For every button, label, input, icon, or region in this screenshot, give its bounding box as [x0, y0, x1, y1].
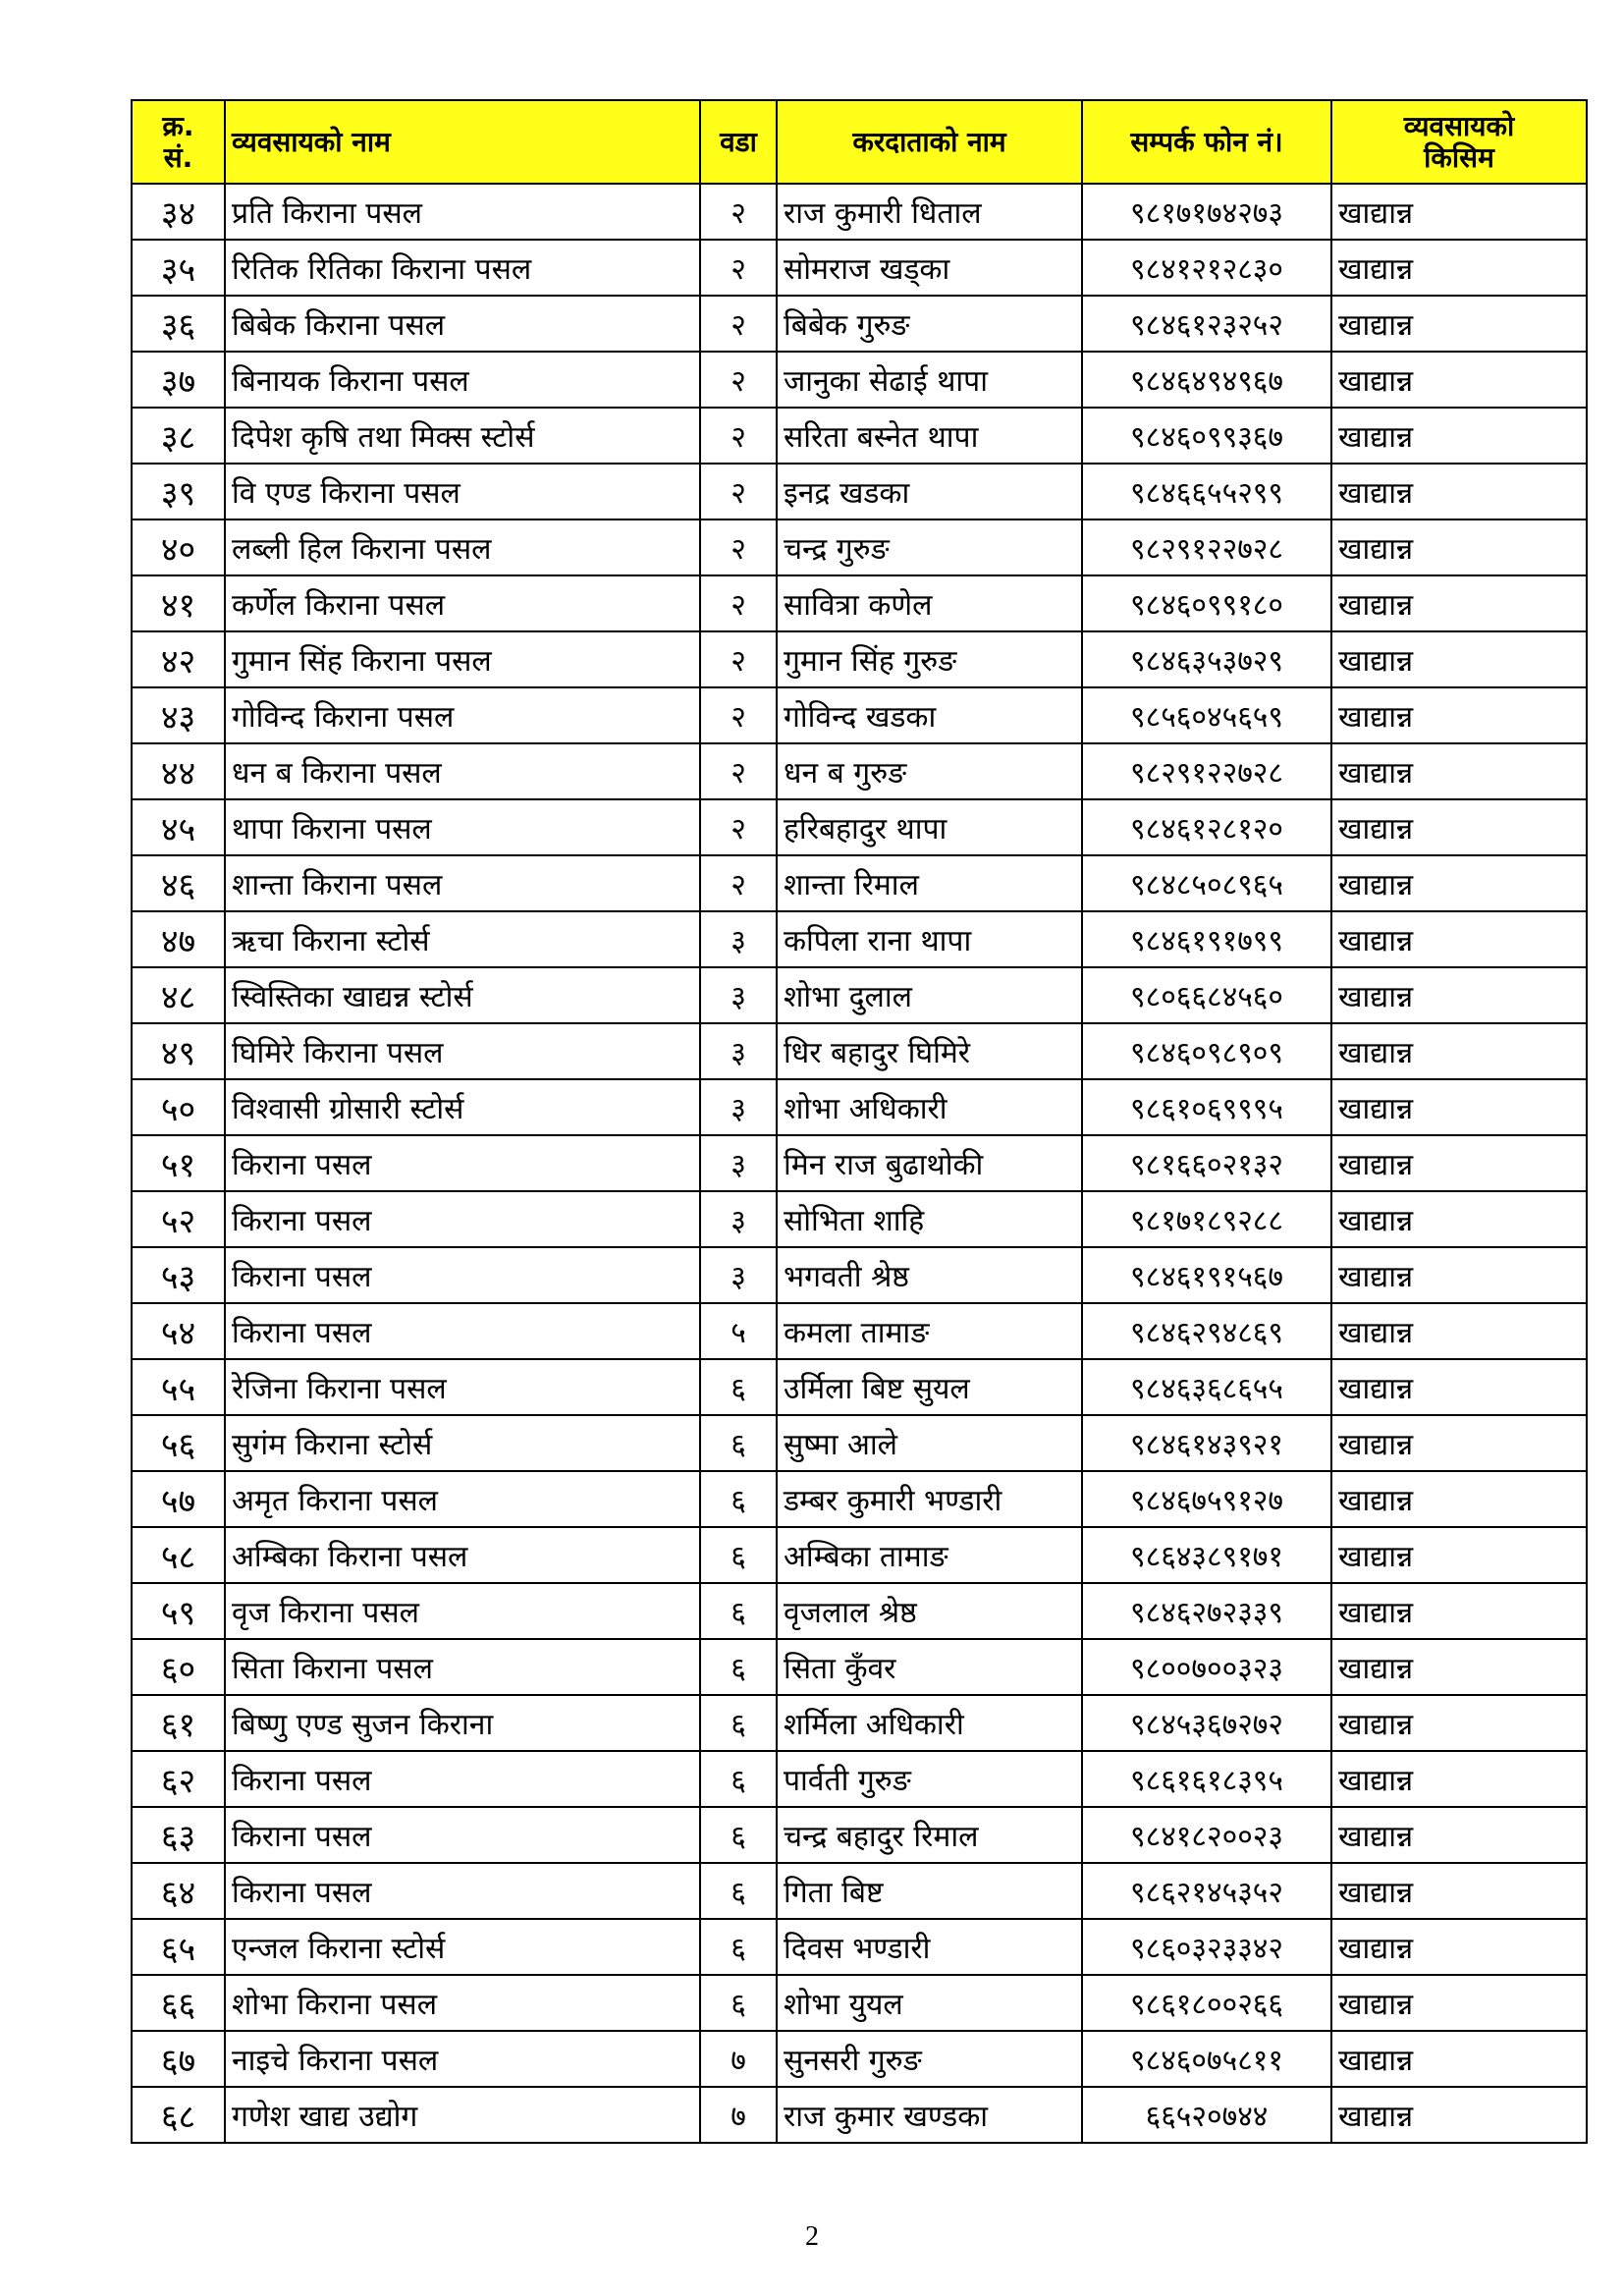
ward-cell: २	[700, 352, 777, 408]
serial-number-cell: ४५	[132, 799, 225, 855]
table-row	[132, 1863, 1587, 1919]
business-name-cell: लब्ली हिल किराना पसल	[225, 519, 700, 575]
table-body	[132, 184, 1587, 2143]
table-row	[132, 1639, 1587, 1695]
business-name-cell: धन ब किराना पसल	[225, 743, 700, 799]
taxpayer-name-cell: धिर बहादुर घिमिरे	[777, 1023, 1082, 1079]
serial-number-cell: ४०	[132, 519, 225, 575]
business-name-cell: किराना पसल	[225, 1247, 700, 1303]
business-kind-cell: खाद्यान्न	[1331, 464, 1587, 519]
business-name-cell: नाइचे किराना पसल	[225, 2031, 700, 2087]
serial-number-cell: ६७	[132, 2031, 225, 2087]
business-kind-cell: खाद्यान्न	[1331, 184, 1587, 240]
serial-number-cell: ४८	[132, 967, 225, 1023]
taxpayer-name-cell: भगवती श्रेष्ठ	[777, 1247, 1082, 1303]
serial-number-cell: ५७	[132, 1471, 225, 1527]
business-register-table	[131, 99, 1588, 2144]
serial-number-cell: ४२	[132, 631, 225, 687]
table-row	[132, 799, 1587, 855]
table-row	[132, 240, 1587, 296]
business-name-cell: विश्वासी ग्रोसारी स्टोर्स	[225, 1079, 700, 1135]
ward-cell: २	[700, 799, 777, 855]
header-taxpayer-name: करदाताको नाम	[777, 100, 1082, 184]
serial-number-cell: ५४	[132, 1303, 225, 1359]
business-kind-cell: खाद्यान्न	[1331, 408, 1587, 464]
business-name-cell: प्रति किराना पसल	[225, 184, 700, 240]
business-name-cell: शान्ता किराना पसल	[225, 855, 700, 911]
phone-cell: ९८६१६१८३९५	[1082, 1751, 1331, 1807]
ward-cell: २	[700, 575, 777, 631]
serial-number-cell: ६४	[132, 1863, 225, 1919]
ward-cell: ७	[700, 2087, 777, 2143]
header-serial-number	[132, 100, 225, 184]
table-row	[132, 855, 1587, 911]
taxpayer-name-cell: सावित्रा कणेल	[777, 575, 1082, 631]
serial-number-cell: ६८	[132, 2087, 225, 2143]
serial-number-cell: ५०	[132, 1079, 225, 1135]
taxpayer-name-cell: गिता बिष्ट	[777, 1863, 1082, 1919]
business-name-cell: एन्जल किराना स्टोर्स	[225, 1919, 700, 1975]
taxpayer-name-cell: सुनसरी गुरुङ	[777, 2031, 1082, 2087]
business-kind-cell: खाद्यान्न	[1331, 1919, 1587, 1975]
phone-cell: ९८४६०९९३६७	[1082, 408, 1331, 464]
table-row	[132, 1135, 1587, 1191]
business-name-cell: अम्बिका किराना पसल	[225, 1527, 700, 1583]
table-row	[132, 1303, 1587, 1359]
ward-cell: ३	[700, 967, 777, 1023]
phone-cell: ९८२९१२२७२८	[1082, 743, 1331, 799]
business-kind-cell: खाद्यान्न	[1331, 855, 1587, 911]
taxpayer-name-cell: जानुका सेढाई थापा	[777, 352, 1082, 408]
taxpayer-name-cell: शोभा दुलाल	[777, 967, 1082, 1023]
ward-cell: ६	[700, 1471, 777, 1527]
phone-cell: ९८४६३६८६५५	[1082, 1359, 1331, 1415]
business-name-cell: रितिक रितिका किराना पसल	[225, 240, 700, 296]
table-row	[132, 519, 1587, 575]
ward-cell: २	[700, 855, 777, 911]
serial-number-cell: ५२	[132, 1191, 225, 1247]
serial-number-cell: ३७	[132, 352, 225, 408]
phone-cell: ९८६०३२३३४२	[1082, 1919, 1331, 1975]
business-name-cell: वृज किराना पसल	[225, 1583, 700, 1639]
taxpayer-name-cell: इनद्र खडका	[777, 464, 1082, 519]
business-name-cell: बिष्णु एण्ड सुजन किराना	[225, 1695, 700, 1751]
taxpayer-name-cell: वृजलाल श्रेष्ठ	[777, 1583, 1082, 1639]
business-name-cell: किराना पसल	[225, 1807, 700, 1863]
page-number: 2	[805, 2221, 819, 2252]
phone-cell: ९८४६२७२३३९	[1082, 1583, 1331, 1639]
phone-cell: ९८१६६०२१३२	[1082, 1135, 1331, 1191]
business-name-cell: कर्णेल किराना पसल	[225, 575, 700, 631]
table-row	[132, 743, 1587, 799]
taxpayer-name-cell: डम्बर कुमारी भण्डारी	[777, 1471, 1082, 1527]
table-row	[132, 1919, 1587, 1975]
ward-cell: ३	[700, 1135, 777, 1191]
business-name-cell: किराना पसल	[225, 1751, 700, 1807]
phone-cell: ९८४६१९१७९९	[1082, 911, 1331, 967]
taxpayer-name-cell: गुमान सिंह गुरुङ	[777, 631, 1082, 687]
ward-cell: ६	[700, 1359, 777, 1415]
phone-cell: ९८४६१२८१२०	[1082, 799, 1331, 855]
table-row	[132, 352, 1587, 408]
ward-cell: ६	[700, 1583, 777, 1639]
table-row	[132, 1023, 1587, 1079]
business-kind-cell: खाद्यान्न	[1331, 631, 1587, 687]
business-name-cell: शोभा किराना पसल	[225, 1975, 700, 2031]
phone-cell: ९८४६३५३७२९	[1082, 631, 1331, 687]
serial-number-cell: ६१	[132, 1695, 225, 1751]
business-name-cell: रेजिना किराना पसल	[225, 1359, 700, 1415]
table-row	[132, 631, 1587, 687]
serial-number-cell: ३६	[132, 296, 225, 352]
business-name-cell: स्विस्तिका खाद्यन्न स्टोर्स	[225, 967, 700, 1023]
business-name-cell: सुगंम किराना स्टोर्स	[225, 1415, 700, 1471]
phone-cell: ९८६४३८९१७१	[1082, 1527, 1331, 1583]
business-kind-cell: खाद्यान्न	[1331, 1415, 1587, 1471]
ward-cell: ३	[700, 911, 777, 967]
business-kind-cell: खाद्यान्न	[1331, 1583, 1587, 1639]
taxpayer-name-cell: बिबेक गुरुङ	[777, 296, 1082, 352]
taxpayer-name-cell: शर्मिला अधिकारी	[777, 1695, 1082, 1751]
phone-cell: ९८४६०७५८११	[1082, 2031, 1331, 2087]
ward-cell: ७	[700, 2031, 777, 2087]
business-kind-cell: खाद्यान्न	[1331, 2087, 1587, 2143]
taxpayer-name-cell: हरिबहादुर थापा	[777, 799, 1082, 855]
phone-cell: ९८४६०९८९०९	[1082, 1023, 1331, 1079]
ward-cell: ६	[700, 1639, 777, 1695]
business-kind-cell: खाद्यान्न	[1331, 352, 1587, 408]
business-kind-cell: खाद्यान्न	[1331, 1807, 1587, 1863]
taxpayer-name-cell: गोविन्द खडका	[777, 687, 1082, 743]
taxpayer-name-cell: उर्मिला बिष्ट सुयल	[777, 1359, 1082, 1415]
ward-cell: ३	[700, 1191, 777, 1247]
phone-cell: ६६५२०७४४	[1082, 2087, 1331, 2143]
phone-cell: ९८०६६८४५६०	[1082, 967, 1331, 1023]
phone-cell: ९८४६७५९१२७	[1082, 1471, 1331, 1527]
phone-cell: ९८६१८००२६६	[1082, 1975, 1331, 2031]
table-row	[132, 2031, 1587, 2087]
ward-cell: ५	[700, 1303, 777, 1359]
serial-number-cell: ६२	[132, 1751, 225, 1807]
header-business-kind	[1331, 100, 1587, 184]
ward-cell: २	[700, 631, 777, 687]
table-row	[132, 184, 1587, 240]
serial-number-cell: ३९	[132, 464, 225, 519]
serial-number-cell: ५९	[132, 1583, 225, 1639]
taxpayer-name-cell: राज कुमार खण्डका	[777, 2087, 1082, 2143]
taxpayer-name-cell: सरिता बस्नेत थापा	[777, 408, 1082, 464]
business-kind-cell: खाद्यान्न	[1331, 1135, 1587, 1191]
table-row	[132, 1527, 1587, 1583]
ward-cell: ३	[700, 1247, 777, 1303]
serial-number-cell: ४४	[132, 743, 225, 799]
header-business-kind-line2: किसिम	[1424, 140, 1494, 174]
business-name-cell: किराना पसल	[225, 1191, 700, 1247]
ward-cell: ६	[700, 1415, 777, 1471]
phone-cell: ९८००७००३२३	[1082, 1639, 1331, 1695]
phone-cell: ९८४६१४३९२१	[1082, 1415, 1331, 1471]
serial-number-cell: ६६	[132, 1975, 225, 2031]
business-kind-cell: खाद्यान्न	[1331, 1527, 1587, 1583]
business-name-cell: गुमान सिंह किराना पसल	[225, 631, 700, 687]
business-kind-cell: खाद्यान्न	[1331, 1975, 1587, 2031]
business-name-cell: ऋचा किराना स्टोर्स	[225, 911, 700, 967]
business-kind-cell: खाद्यान्न	[1331, 1695, 1587, 1751]
serial-number-cell: ४७	[132, 911, 225, 967]
ward-cell: २	[700, 464, 777, 519]
serial-number-cell: ६०	[132, 1639, 225, 1695]
ward-cell: ६	[700, 1527, 777, 1583]
header-serial-number-line2: सं.	[163, 140, 193, 174]
serial-number-cell: ५३	[132, 1247, 225, 1303]
serial-number-cell: ६३	[132, 1807, 225, 1863]
phone-cell: ९८४६६५५२९९	[1082, 464, 1331, 519]
table-row	[132, 1415, 1587, 1471]
taxpayer-name-cell: सोभिता शाहि	[777, 1191, 1082, 1247]
business-kind-cell: खाद्यान्न	[1331, 1471, 1587, 1527]
business-kind-cell: खाद्यान्न	[1331, 1863, 1587, 1919]
taxpayer-name-cell: कमला तामाङ	[777, 1303, 1082, 1359]
business-name-cell: अमृत किराना पसल	[225, 1471, 700, 1527]
table-header-row	[132, 100, 1587, 184]
business-kind-cell: खाद्यान्न	[1331, 687, 1587, 743]
phone-cell: ९८६२१४५३५२	[1082, 1863, 1331, 1919]
table-row	[132, 296, 1587, 352]
phone-cell: ९८४६१२३२५२	[1082, 296, 1331, 352]
ward-cell: २	[700, 408, 777, 464]
serial-number-cell: ३५	[132, 240, 225, 296]
taxpayer-name-cell: शान्ता रिमाल	[777, 855, 1082, 911]
serial-number-cell: ४१	[132, 575, 225, 631]
header-serial-number-line1: क्र.	[162, 109, 194, 142]
table-row	[132, 575, 1587, 631]
business-name-cell: दिपेश कृषि तथा मिक्स स्टोर्स	[225, 408, 700, 464]
taxpayer-name-cell: दिवस भण्डारी	[777, 1919, 1082, 1975]
table-row	[132, 1695, 1587, 1751]
business-kind-cell: खाद्यान्न	[1331, 1639, 1587, 1695]
business-name-cell: किराना पसल	[225, 1303, 700, 1359]
business-name-cell: किराना पसल	[225, 1863, 700, 1919]
business-name-cell: गणेश खाद्य उद्योग	[225, 2087, 700, 2143]
business-kind-cell: खाद्यान्न	[1331, 296, 1587, 352]
serial-number-cell: ५१	[132, 1135, 225, 1191]
phone-cell: ९८४१२१२८३०	[1082, 240, 1331, 296]
ward-cell: ६	[700, 1807, 777, 1863]
ward-cell: ६	[700, 1751, 777, 1807]
business-kind-cell: खाद्यान्न	[1331, 519, 1587, 575]
phone-cell: ९८४६१९१५६७	[1082, 1247, 1331, 1303]
serial-number-cell: ४९	[132, 1023, 225, 1079]
business-name-cell: बिनायक किराना पसल	[225, 352, 700, 408]
business-kind-cell: खाद्यान्न	[1331, 575, 1587, 631]
business-kind-cell: खाद्यान्न	[1331, 1023, 1587, 1079]
phone-cell: ९८२९१२२७२८	[1082, 519, 1331, 575]
table-row	[132, 1191, 1587, 1247]
business-kind-cell: खाद्यान्न	[1331, 2031, 1587, 2087]
serial-number-cell: ४६	[132, 855, 225, 911]
business-kind-cell: खाद्यान्न	[1331, 967, 1587, 1023]
phone-cell: ९८४१८२००२३	[1082, 1807, 1331, 1863]
phone-cell: ९८४६२९४८६९	[1082, 1303, 1331, 1359]
business-kind-cell: खाद्यान्न	[1331, 1751, 1587, 1807]
taxpayer-name-cell: अम्बिका तामाङ	[777, 1527, 1082, 1583]
business-kind-cell: खाद्यान्न	[1331, 1191, 1587, 1247]
business-name-cell: बिबेक किराना पसल	[225, 296, 700, 352]
taxpayer-name-cell: सुष्मा आले	[777, 1415, 1082, 1471]
table-row	[132, 2087, 1587, 2143]
phone-cell: ९८४६४९४९६७	[1082, 352, 1331, 408]
serial-number-cell: ३४	[132, 184, 225, 240]
serial-number-cell: ४३	[132, 687, 225, 743]
business-name-cell: थापा किराना पसल	[225, 799, 700, 855]
serial-number-cell: ५८	[132, 1527, 225, 1583]
table-row	[132, 1471, 1587, 1527]
business-name-cell: किराना पसल	[225, 1135, 700, 1191]
phone-cell: ९८४८५०८९६५	[1082, 855, 1331, 911]
table-row	[132, 687, 1587, 743]
phone-cell: ९८६१०६९९९५	[1082, 1079, 1331, 1135]
header-business-name: व्यवसायको नाम	[225, 100, 700, 184]
business-kind-cell: खाद्यान्न	[1331, 1303, 1587, 1359]
ward-cell: ३	[700, 1023, 777, 1079]
taxpayer-name-cell: धन ब गुरुङ	[777, 743, 1082, 799]
phone-cell: ९८१७१७४२७३	[1082, 184, 1331, 240]
taxpayer-name-cell: राज कुमारी धिताल	[777, 184, 1082, 240]
table-row	[132, 1247, 1587, 1303]
table-row	[132, 1359, 1587, 1415]
ward-cell: ६	[700, 1695, 777, 1751]
business-kind-cell: खाद्यान्न	[1331, 1247, 1587, 1303]
taxpayer-name-cell: कपिला राना थापा	[777, 911, 1082, 967]
ward-cell: ६	[700, 1863, 777, 1919]
table-row	[132, 1079, 1587, 1135]
ward-cell: २	[700, 743, 777, 799]
ward-cell: २	[700, 519, 777, 575]
table-row	[132, 967, 1587, 1023]
business-kind-cell: खाद्यान्न	[1331, 799, 1587, 855]
ward-cell: २	[700, 296, 777, 352]
serial-number-cell: ६५	[132, 1919, 225, 1975]
ward-cell: ३	[700, 1079, 777, 1135]
business-name-cell: सिता किराना पसल	[225, 1639, 700, 1695]
ward-cell: २	[700, 687, 777, 743]
taxpayer-name-cell: चन्द्र बहादुर रिमाल	[777, 1807, 1082, 1863]
table-row	[132, 1751, 1587, 1807]
business-kind-cell: खाद्यान्न	[1331, 240, 1587, 296]
serial-number-cell: ५५	[132, 1359, 225, 1415]
taxpayer-name-cell: मिन राज बुढाथोकी	[777, 1135, 1082, 1191]
business-kind-cell: खाद्यान्न	[1331, 911, 1587, 967]
taxpayer-name-cell: सिता कुँवर	[777, 1639, 1082, 1695]
business-kind-cell: खाद्यान्न	[1331, 743, 1587, 799]
taxpayer-name-cell: शोभा युयल	[777, 1975, 1082, 2031]
phone-cell: ९८५६०४५६५९	[1082, 687, 1331, 743]
business-kind-cell: खाद्यान्न	[1331, 1079, 1587, 1135]
business-name-cell: वि एण्ड किराना पसल	[225, 464, 700, 519]
serial-number-cell: ५६	[132, 1415, 225, 1471]
taxpayer-name-cell: शोभा अधिकारी	[777, 1079, 1082, 1135]
header-phone: सम्पर्क फोन नं।	[1082, 100, 1331, 184]
table-row	[132, 1975, 1587, 2031]
table-row	[132, 911, 1587, 967]
table-row	[132, 408, 1587, 464]
ward-cell: ६	[700, 1919, 777, 1975]
taxpayer-name-cell: पार्वती गुरुङ	[777, 1751, 1082, 1807]
taxpayer-name-cell: चन्द्र गुरुङ	[777, 519, 1082, 575]
business-kind-cell: खाद्यान्न	[1331, 1359, 1587, 1415]
business-name-cell: घिमिरे किराना पसल	[225, 1023, 700, 1079]
business-name-cell: गोविन्द किराना पसल	[225, 687, 700, 743]
phone-cell: ९८४६०९९१८०	[1082, 575, 1331, 631]
header-business-kind-line1: व्यवसायको	[1403, 109, 1515, 142]
taxpayer-name-cell: सोमराज खड्का	[777, 240, 1082, 296]
table-row	[132, 464, 1587, 519]
table-row	[132, 1807, 1587, 1863]
ward-cell: ६	[700, 1975, 777, 2031]
phone-cell: ९८१७१८९२८८	[1082, 1191, 1331, 1247]
serial-number-cell: ३८	[132, 408, 225, 464]
ward-cell: २	[700, 240, 777, 296]
table-row	[132, 1583, 1587, 1639]
phone-cell: ९८४५३६७२७२	[1082, 1695, 1331, 1751]
header-ward: वडा	[700, 100, 777, 184]
ward-cell: २	[700, 184, 777, 240]
